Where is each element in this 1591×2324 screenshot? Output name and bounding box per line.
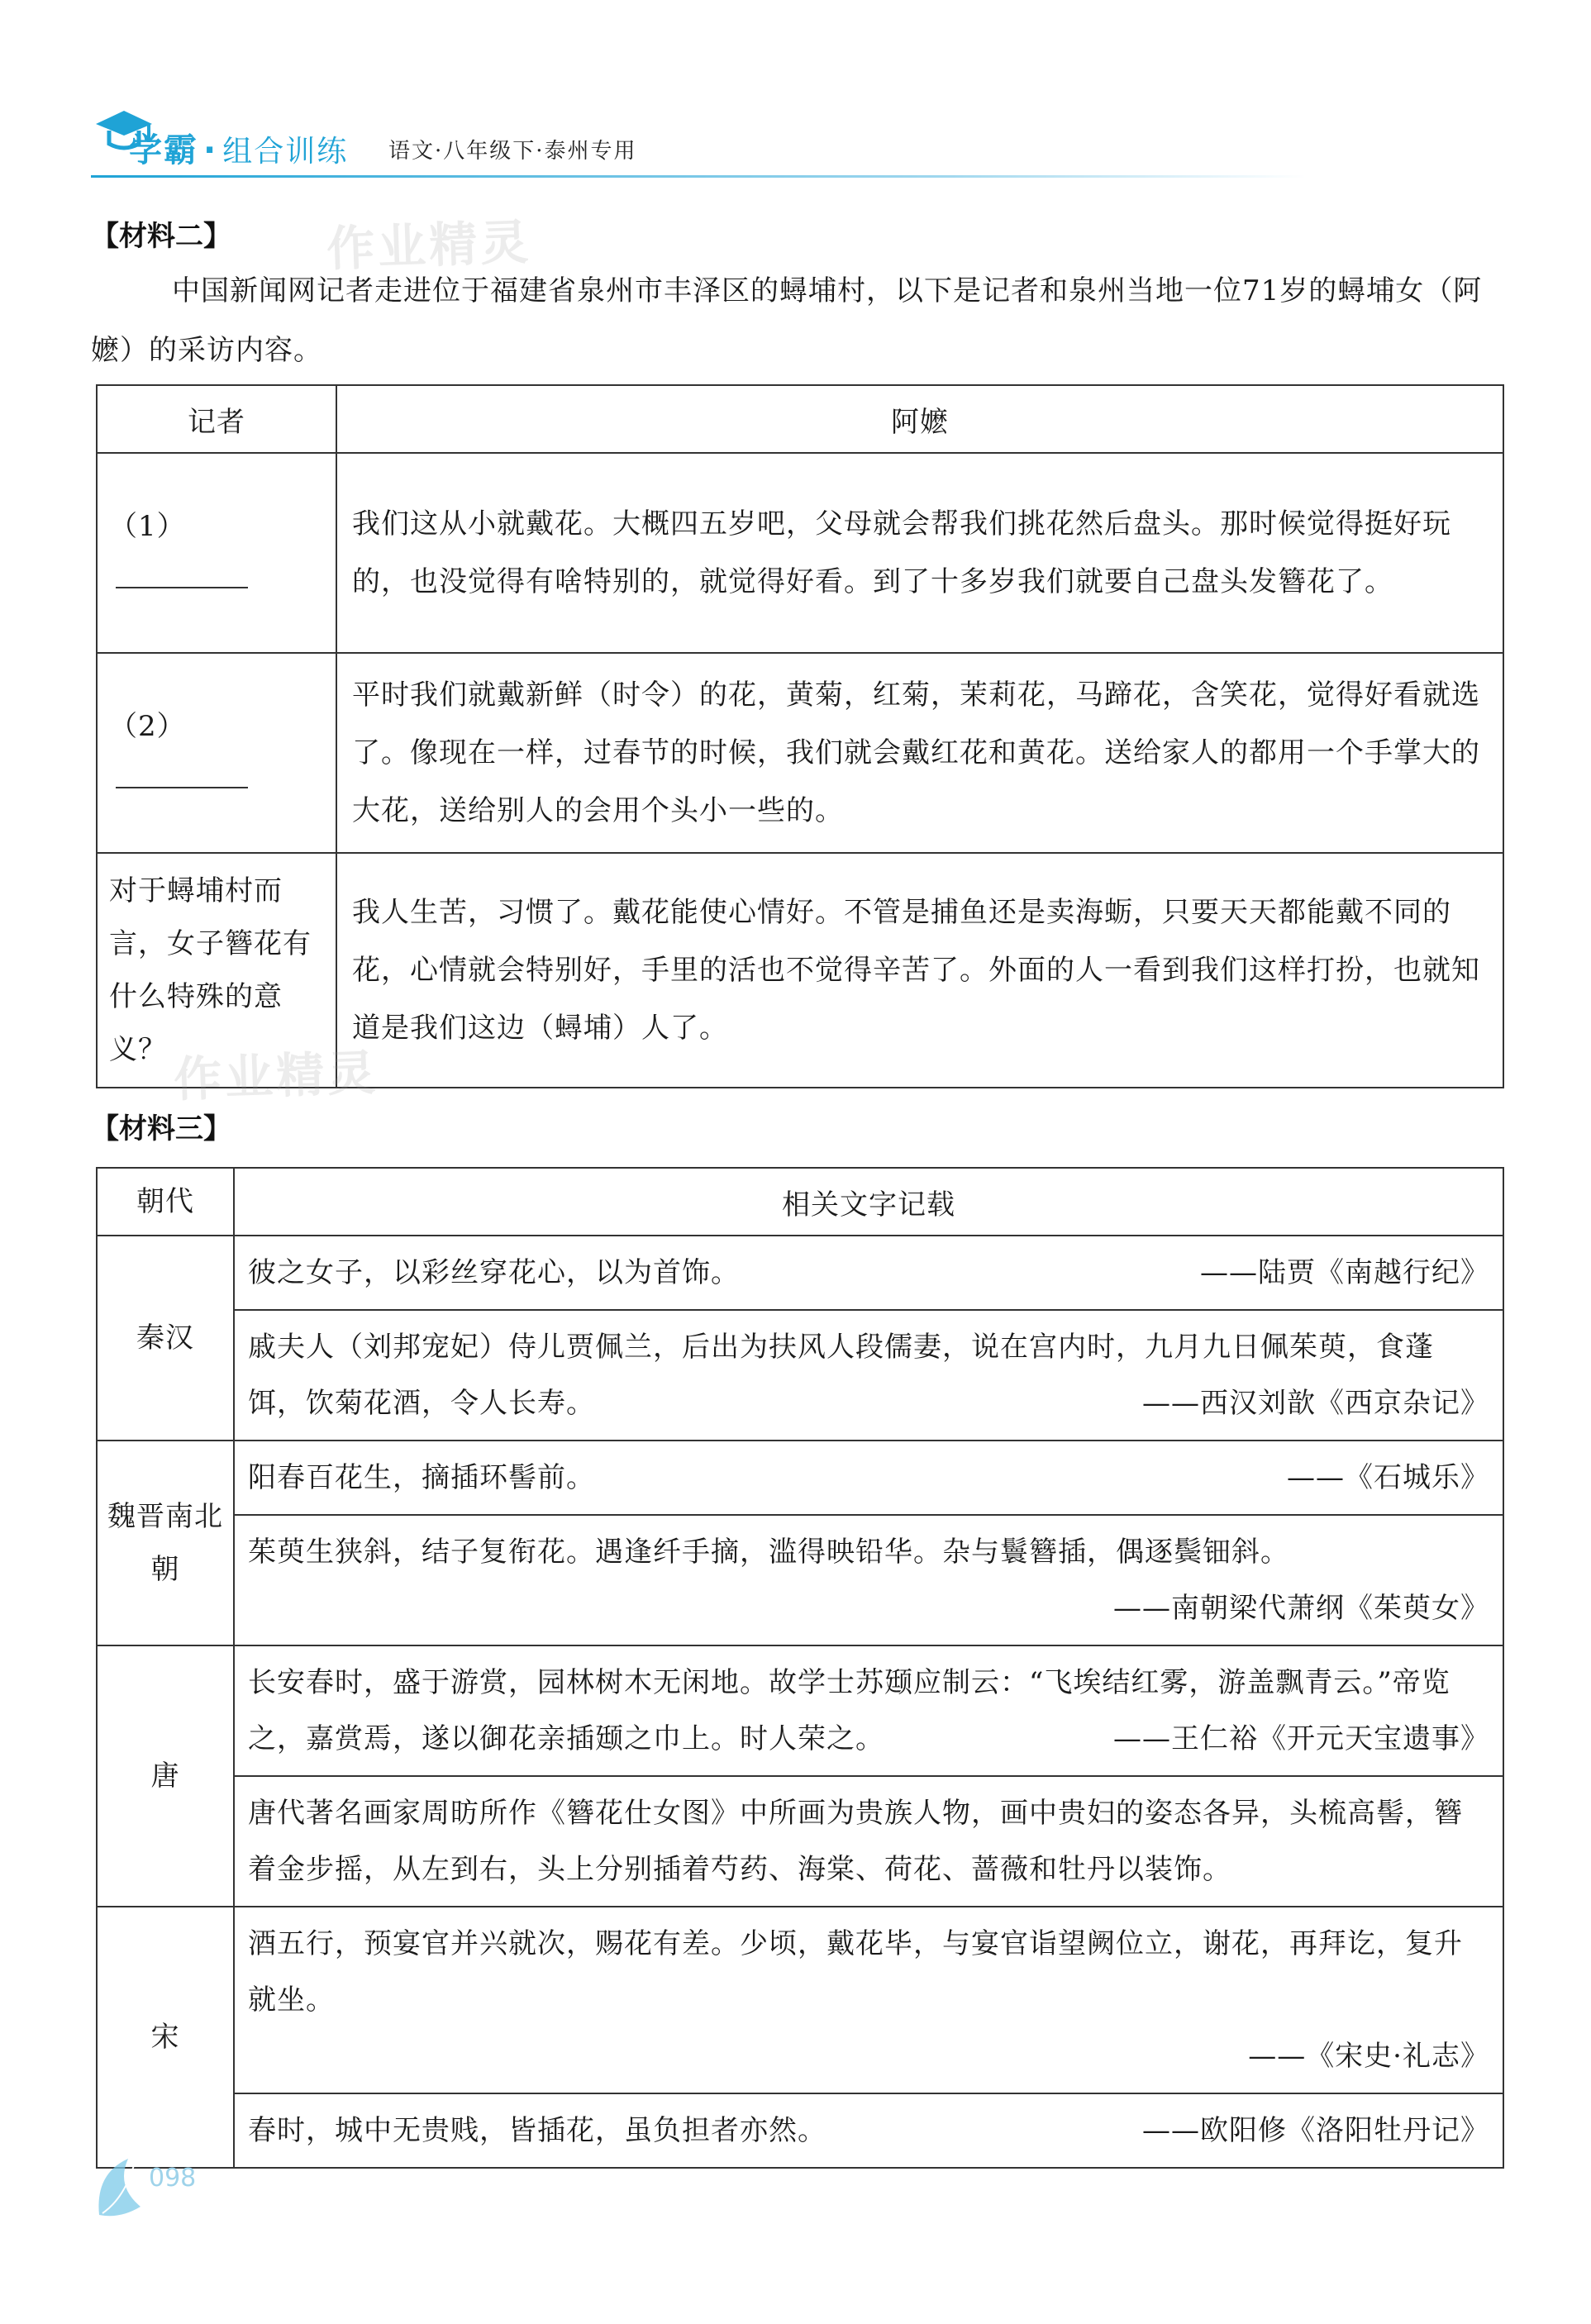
page-header — [91, 99, 1496, 182]
dynasty-cell: 秦汉 — [97, 1236, 234, 1441]
col-dynasty: 朝代 — [97, 1168, 234, 1236]
brand-name: 学霸 — [129, 131, 198, 169]
brand-title: 学霸 · 组合训练 — [129, 131, 349, 169]
answer-blank[interactable] — [116, 757, 248, 788]
record-cell: 唐代著名画家周昉所作《簪花仕女图》中所画为贵族人物，画中贵妇的姿态各异，头梳高髻，簪着金步摇，从左到右，头上分别插着芍药、海棠、荷花、蔷薇和牡丹以装饰。 — [234, 1776, 1503, 1907]
material3-heading: 【材料三】 — [91, 1112, 231, 1145]
record-source: ——《石城乐》 — [1287, 1461, 1489, 1494]
col-records: 相关文字记载 — [234, 1168, 1503, 1236]
page-number: 098 — [149, 2164, 197, 2193]
answer-blank[interactable] — [116, 557, 248, 588]
records-header-row — [97, 1168, 1503, 1236]
record-cell: 酒五行，预宴官并兴就次，赐花有差。少顷，戴花毕，与宴官诣望阙位立，谢花，再拜讫，复升就坐。 ——《宋史·礼志》 — [234, 1907, 1503, 2093]
answer-cell: 平时我们就戴新鲜（时令）的花，黄菊，红菊，茉莉花，马蹄花，含笑花，觉得好看就选了。像现在一样，过春节的时候，我们就会戴红花和黄花。送给家人的都用一个手掌大的大花，送给别人的会用个头小一些的。 — [336, 653, 1503, 853]
record-row — [97, 1310, 1503, 1441]
question-cell: 对于蟳埔村而言，女子簪花有什么特殊的意义？ — [97, 853, 336, 1088]
record-row — [97, 1441, 1503, 1515]
subject-label: 语文·八年级下·泰州专用 — [388, 139, 637, 164]
col-grandma: 阿嬷 — [336, 385, 1503, 453]
record-cell: 阳春百花生，摘插环髻前。 ——《石城乐》 — [234, 1441, 1503, 1515]
question-cell: （1） — [97, 453, 336, 653]
interview-row — [97, 453, 1503, 653]
record-source: ——王仁裕《开元天宝遗事》 — [1113, 1722, 1489, 1755]
material2-heading: 【材料二】 — [91, 220, 231, 253]
record-row — [97, 1236, 1503, 1310]
record-row — [97, 2093, 1503, 2168]
watermark: 作业精灵 — [326, 213, 533, 278]
record-cell: 茱萸生狭斜，结子复衔花。遇逢纤手摘，滥得映铅华。杂与鬟簪插，偶逐鬓钿斜。 ——南朝梁代萧纲《茱萸女》 — [234, 1515, 1503, 1645]
interview-header-row — [97, 385, 1503, 453]
record-source: ——南朝梁代萧纲《茱萸女》 — [1113, 1592, 1489, 1625]
dynasty-cell: 宋 — [97, 1907, 234, 2168]
record-cell: 戚夫人（刘邦宠妃）侍儿贾佩兰，后出为扶风人段儒妻，说在宫内时，九月九日佩茱萸，食蓬饵，饮菊花酒，令人长寿。 ——西汉刘歆《西京杂记》 — [234, 1310, 1503, 1441]
dynasty-cell: 唐 — [97, 1645, 234, 1907]
record-source: ——欧阳修《洛阳牡丹记》 — [1142, 2114, 1489, 2147]
brand-sub: 组合训练 — [222, 135, 349, 169]
records-table — [96, 1167, 1504, 2169]
question-cell: （2） — [97, 653, 336, 853]
record-row — [97, 1515, 1503, 1645]
dynasty-cell: 魏晋南北朝 — [97, 1441, 234, 1645]
material2-intro: 中国新闻网记者走进位于福建省泉州市丰泽区的蟳埔村，以下是记者和泉州当地一位71岁的蟳埔女（阿嬷）的采访内容。 — [91, 274, 1483, 367]
watermark: 作业精灵 — [173, 1044, 380, 1108]
record-cell: 春时，城中无贵贱，皆插花，虽负担者亦然。 ——欧阳修《洛阳牡丹记》 — [234, 2093, 1503, 2168]
record-row — [97, 1645, 1503, 1776]
answer-cell: 我们这从小就戴花。大概四五岁吧，父母就会帮我们挑花然后盘头。那时候觉得挺好玩的，也没觉得有啥特别的，就觉得好看。到了十多岁我们就要自己盘头发簪花了。 — [336, 453, 1503, 653]
record-row — [97, 1776, 1503, 1907]
answer-cell: 我人生苦，习惯了。戴花能使心情好。不管是捕鱼还是卖海蛎，只要天天都能戴不同的花，心情就会特别好，手里的活也不觉得辛苦了。外面的人一看到我们这样打扮，也就知道是我们这边（蟳埔）人了。 — [336, 853, 1503, 1088]
record-source: ——《宋史·礼志》 — [1248, 2040, 1489, 2073]
interview-table — [96, 384, 1504, 1088]
record-row — [97, 1907, 1503, 2093]
record-cell: 长安春时，盛于游赏，园林树木无闲地。故学士苏颋应制云：“飞埃结红雾，游盖飘青云。”帝览之，嘉赏焉，遂以御花亲插颋之巾上。时人荣之。 ——王仁裕《开元天宝遗事》 — [234, 1645, 1503, 1776]
interview-row — [97, 653, 1503, 853]
record-cell: 彼之女子，以彩丝穿花心，以为首饰。 ——陆贾《南越行纪》 — [234, 1236, 1503, 1310]
header-divider — [91, 175, 1306, 178]
col-reporter: 记者 — [97, 385, 336, 453]
record-source: ——西汉刘歆《西京杂记》 — [1142, 1387, 1489, 1420]
record-source: ——陆贾《南越行纪》 — [1200, 1256, 1489, 1289]
